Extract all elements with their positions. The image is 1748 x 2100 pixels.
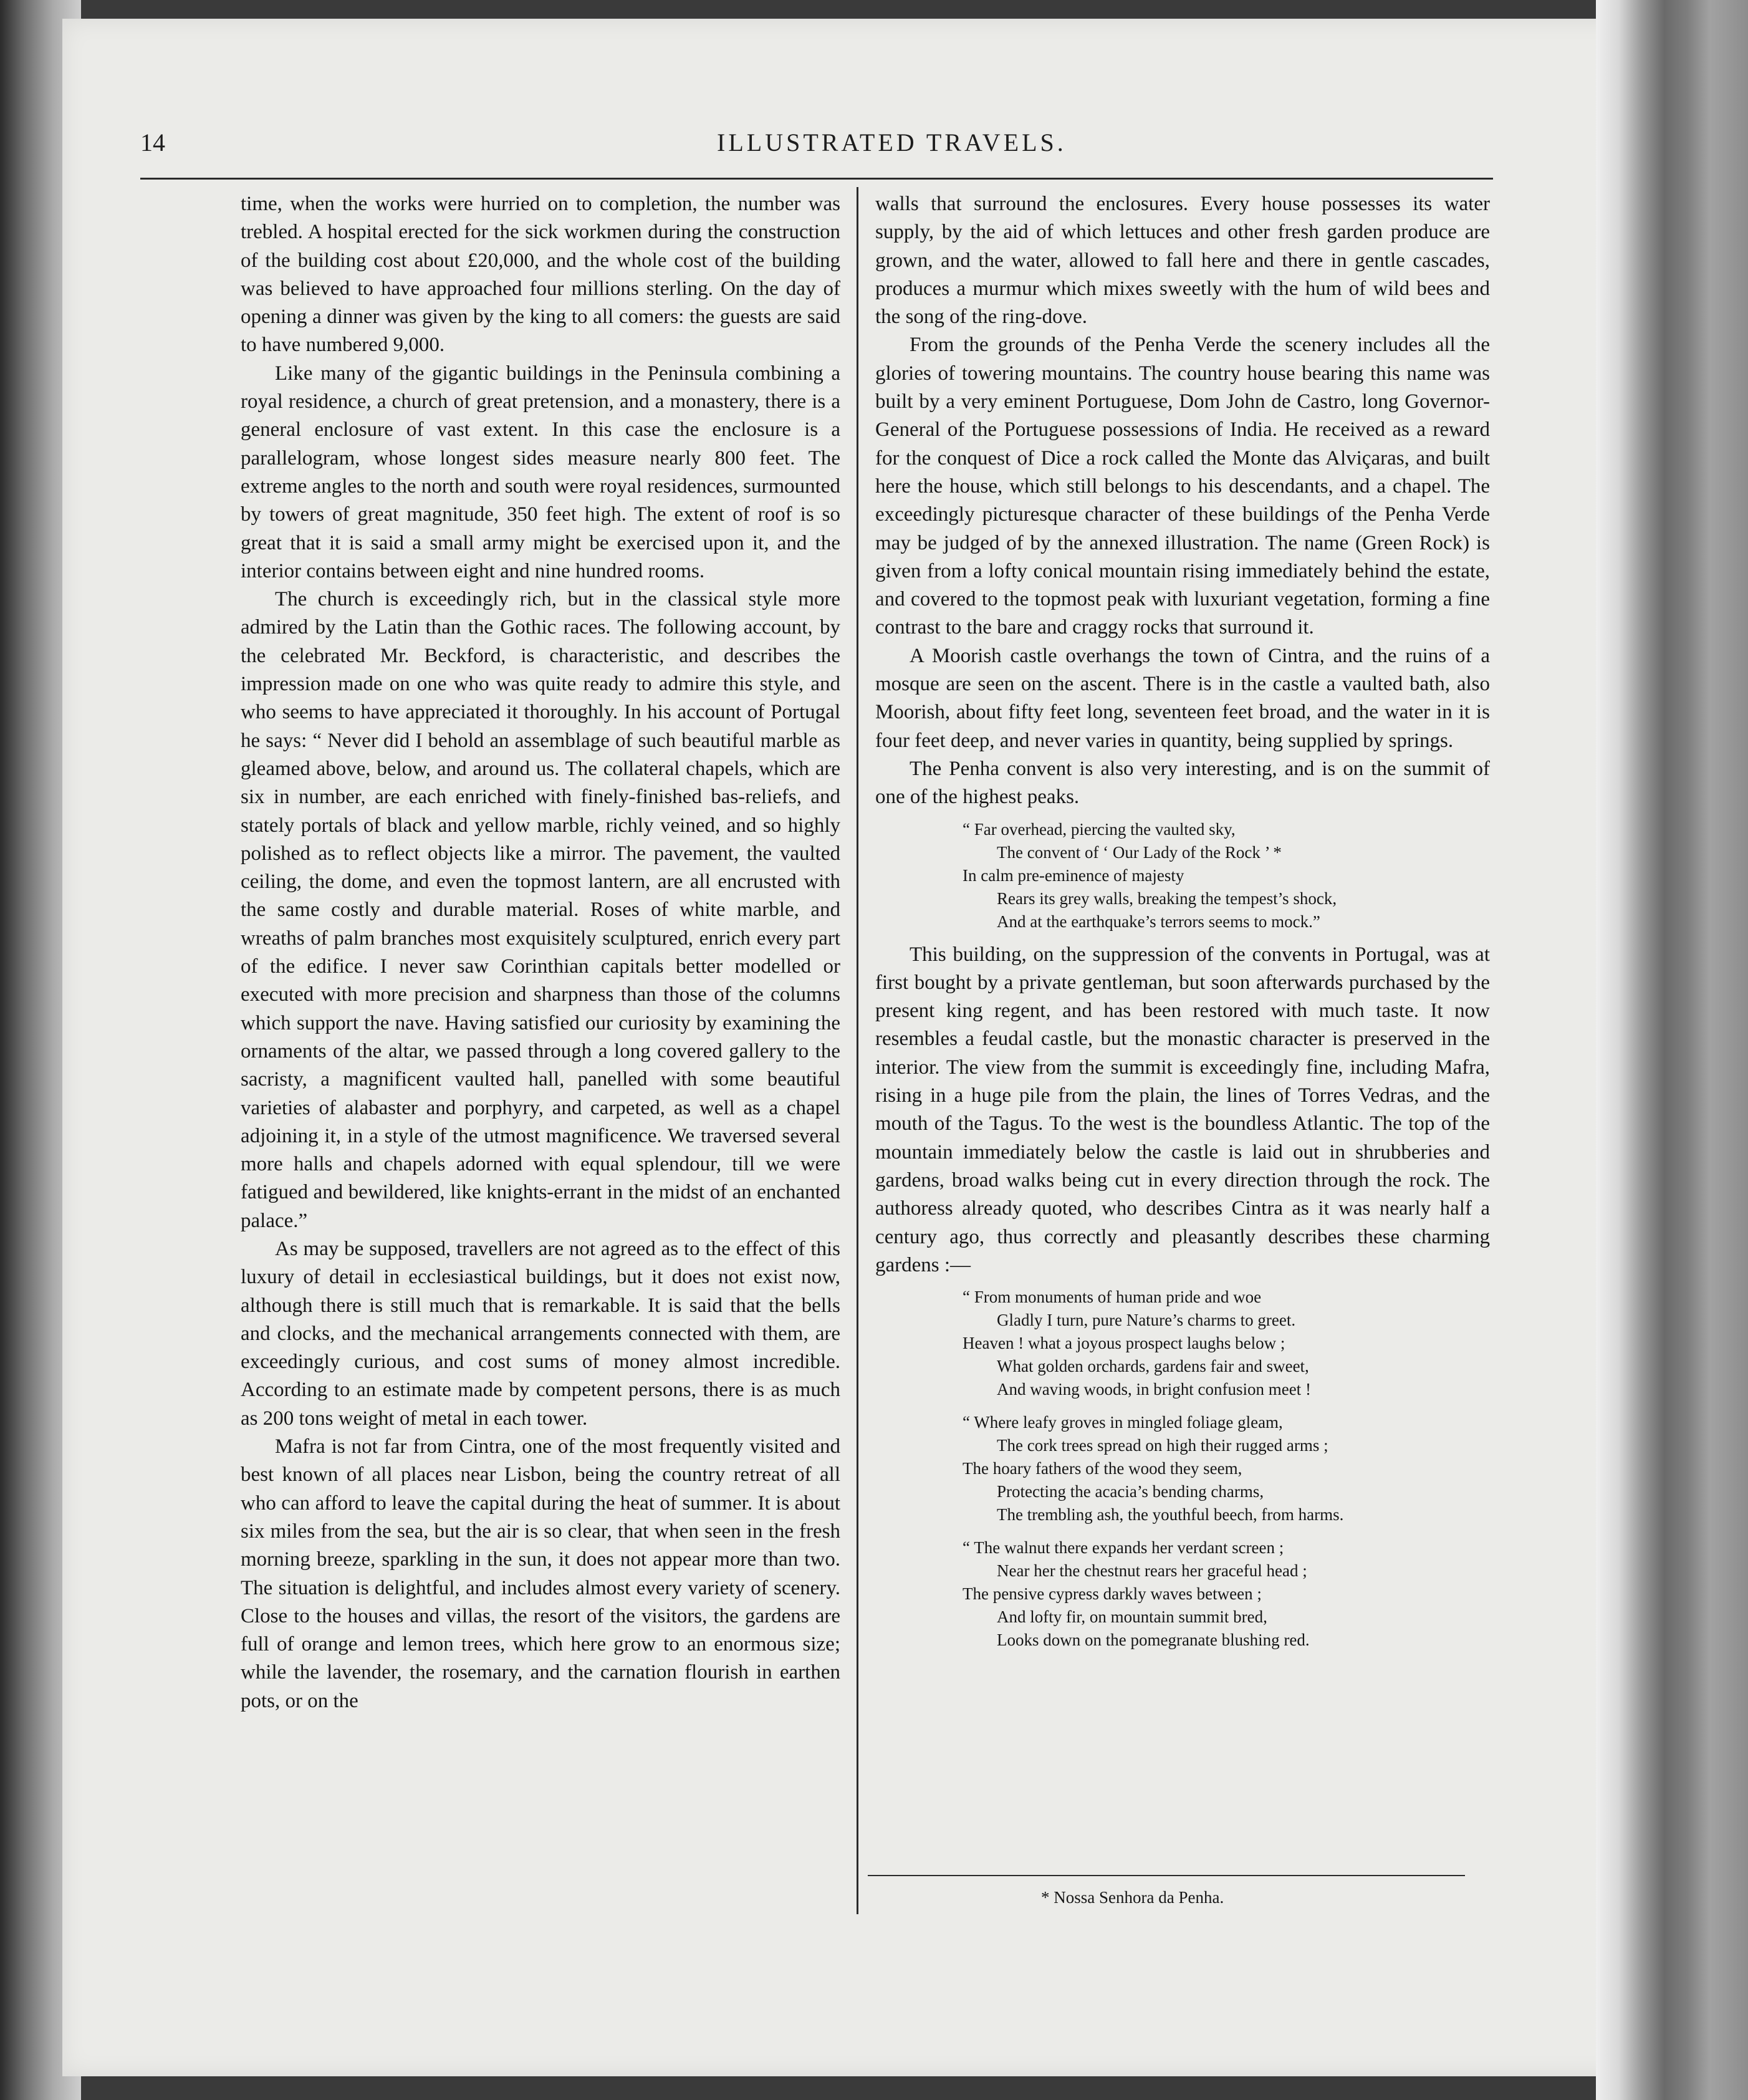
verse-line: “ The walnut there expands her verdant screen ; — [963, 1538, 1284, 1558]
verse-line: Looks down on the pomegranate blushing red. — [997, 1630, 1310, 1650]
paragraph: As may be supposed, travellers are not agreed as to the effect of this luxury of detail in ecclesiastical buildings, but it does not exist now, although there is still much that is remarkable. It is said that the bells and clocks, and the mechanical arrangements connected with them, are exceedingly curious, and cost sums of money almost incredible. According to an estimate made by competent persons, there is as much as 200 tons weight of metal in each tower. — [241, 1237, 840, 1430]
verse-line: Near her the chestnut rears her graceful head ; — [997, 1561, 1307, 1581]
verse-stanza — [963, 1536, 1490, 1652]
header-rule — [140, 178, 1493, 180]
paragraph: Like many of the gigantic buildings in the Peninsula combining a royal residence, a church of great pretension, and a monastery, there is a general enclosure of vast extent. In this case the enclosure is a parallelogram, whose longest sides measure nearly 800 feet. The extreme angles to the north and south were royal residences, surmounted by towers of great magnitude, 350 feet high. The extent of roof is so great that it is said a small army might be exercised upon it, and the interior contains between eight and nine hundred rooms. — [241, 362, 840, 582]
verse-line: “ Far overhead, piercing the vaulted sky, — [963, 819, 1236, 839]
footnote: * Nossa Senhora da Penha. — [1041, 1888, 1224, 1907]
verse-line: And waving woods, in bright confusion meet ! — [997, 1380, 1311, 1399]
verse-line: The hoary fathers of the wood they seem, — [963, 1459, 1242, 1478]
verse-line: “ Where leafy groves in mingled foliage gleam, — [963, 1413, 1283, 1432]
verse-line: The cork trees spread on high their rugged arms ; — [997, 1436, 1328, 1455]
paragraph: walls that surround the enclosures. Every house possesses its water supply, by the aid of which lettuces and other fresh garden produce are grown, and the water, allowed to fall here and there in gentle cascades, produces a murmur which mixes sweetly with the hum of wild bees and the song of the ring-dove. — [875, 193, 1490, 329]
paragraph: The church is exceedingly rich, but in the classical style more admired by the Latin than the Gothic races. The following account, by the celebrated Mr. Beckford, is characteristic, and describes the impression made on one who was quite ready to admire this style, and who seems to have appreciated it thoroughly. In his account of Portugal he says: “ Never did I behold an assemblage of such beautiful marble as gleamed above, below, and around us. The collateral chapels, which are six in number, are each enriched with finely-finished bas-reliefs, and stately portals of black and yellow marble, richly veined, and so highly polished as to reflect objects like a mirror. The pavement, the vaulted ceiling, the dome, and even the topmost lantern, are all encrusted with the same costly and durable material. Roses of white marble, and wreaths of palm branches most exquisitely sculptured, enrich every part of the edifice. I never saw Corinthian capitals better modelled or executed with more precision and sharpness than those of the columns which support the nave. Having satisfied our curiosity by examining the ornaments of the altar, we passed through a long covered gallery to the sacristy, a magnificent vaulted hall, panelled with some beautiful varieties of alabaster and porphyry, and carpeted, as well as a chapel adjoining it, in a style of the utmost magnificence. We traversed several more halls and chapels adorned with equal splendour, till we were fatigued and bewildered, like knights-errant in the midst of an enchanted palace.” — [241, 588, 840, 1232]
column-divider — [857, 187, 858, 1914]
verse-line: Protecting the acacia’s bending charms, — [997, 1482, 1264, 1501]
verse-line: The pensive cypress darkly waves between ; — [963, 1584, 1262, 1604]
verse-line: “ From monuments of human pride and woe — [963, 1288, 1262, 1307]
verse-line: The convent of ‘ Our Lady of the Rock ’ * — [997, 842, 1282, 862]
right-column — [875, 190, 1490, 1662]
paragraph: time, when the works were hurried on to completion, the number was trebled. A hospital erected for the sick workmen during the construction of the building cost about £20,000, and the whole cost of the building was believed to have approached four millions sterling. On the day of opening a dinner was given by the king to all comers: the guests are said to have numbered 9,000. — [241, 193, 840, 357]
verse-quote-convent — [963, 818, 1490, 933]
paragraph: The Penha convent is also very interesting, and is on the summit of one of the highest peaks. — [875, 757, 1490, 809]
verse-line: In calm pre-eminence of majesty — [963, 865, 1184, 885]
verse-line: And lofty fir, on mountain summit bred, — [997, 1607, 1267, 1627]
verse-stanza — [963, 1286, 1490, 1401]
page-number: 14 — [140, 128, 165, 157]
verse-line: Gladly I turn, pure Nature’s charms to greet. — [997, 1311, 1296, 1330]
verse-line: Heaven ! what a joyous prospect laughs below ; — [963, 1334, 1285, 1353]
verse-line: And at the earthquake’s terrors seems to mock.” — [997, 912, 1320, 931]
left-column — [241, 190, 840, 1715]
page-fore-edge — [1596, 0, 1748, 2100]
verse-line: The trembling ash, the youthful beech, from harms. — [997, 1505, 1344, 1524]
paragraph: Mafra is not far from Cintra, one of the most frequently visited and best known of all places near Lisbon, being the country retreat of all who can afford to leave the capital during the heat of summer. It is about six miles from the sea, but the air is so clear, that when seen in the fresh morning breeze, sparkling in the sun, it does not appear more than two. The situation is delightful, and includes almost every variety of scenery. Close to the houses and villas, the resort of the visitors, the gardens are full of orange and lemon trees, which here grow to an enormous size; while the lavender, the rosemary, and the carnation flourish in earthen pots, or on the — [241, 1435, 840, 1712]
verse-stanza — [963, 1411, 1490, 1526]
paragraph: From the grounds of the Penha Verde the scenery includes all the glories of towering mountains. The country house bearing this name was built by a very eminent Portuguese, Dom John de Castro, long Governor-General of the Portuguese possessions of India. He received as a reward for the conquest of Dice a rock called the Monte das Alviçaras, and built here the house, which still belongs to his descendants, and a chapel. The exceedingly picturesque character of these buildings of the Penha Verde may be judged of by the annexed illustration. The name (Green Rock) is given from a lofty conical mountain rising immediately behind the estate, and covered to the topmost peak with luxuriant vegetation, forming a fine contrast to the bare and craggy rocks that surround it. — [875, 334, 1490, 639]
verse-line: What golden orchards, gardens fair and sweet, — [997, 1357, 1309, 1376]
footnote-rule — [868, 1875, 1465, 1876]
verse-line: Rears its grey walls, breaking the tempest’s shock, — [997, 889, 1337, 908]
verse-quote-gardens — [963, 1286, 1490, 1652]
running-title: ILLUSTRATED TRAVELS. — [717, 128, 1067, 157]
paragraph: This building, on the suppression of the convents in Portugal, was at first bought by a private gentleman, but soon afterwards purchased by the present king regent, and has been restored with much taste. It now resembles a feudal castle, but the monastic character is preserved in the interior. The view from the summit is exceedingly fine, including Mafra, rising in a huge pile from the plain, the lines of Torres Vedras, and the mouth of the Tagus. To the west is the boundless Atlantic. The top of the mountain immediately below the castle is laid out in shrubberies and gardens, broad walks being cut in every direction through the rock. The authoress already quoted, who describes Cintra as it was nearly half a century ago, thus correctly and pleasantly describes these charming gardens :— — [875, 943, 1490, 1276]
paragraph: A Moorish castle overhangs the town of Cintra, and the ruins of a mosque are seen on the ascent. There is in the castle a vaulted bath, also Moorish, about fifty feet long, seventeen feet broad, and the water in it is four feet deep, and never varies in quantity, being supplied by springs. — [875, 644, 1490, 752]
